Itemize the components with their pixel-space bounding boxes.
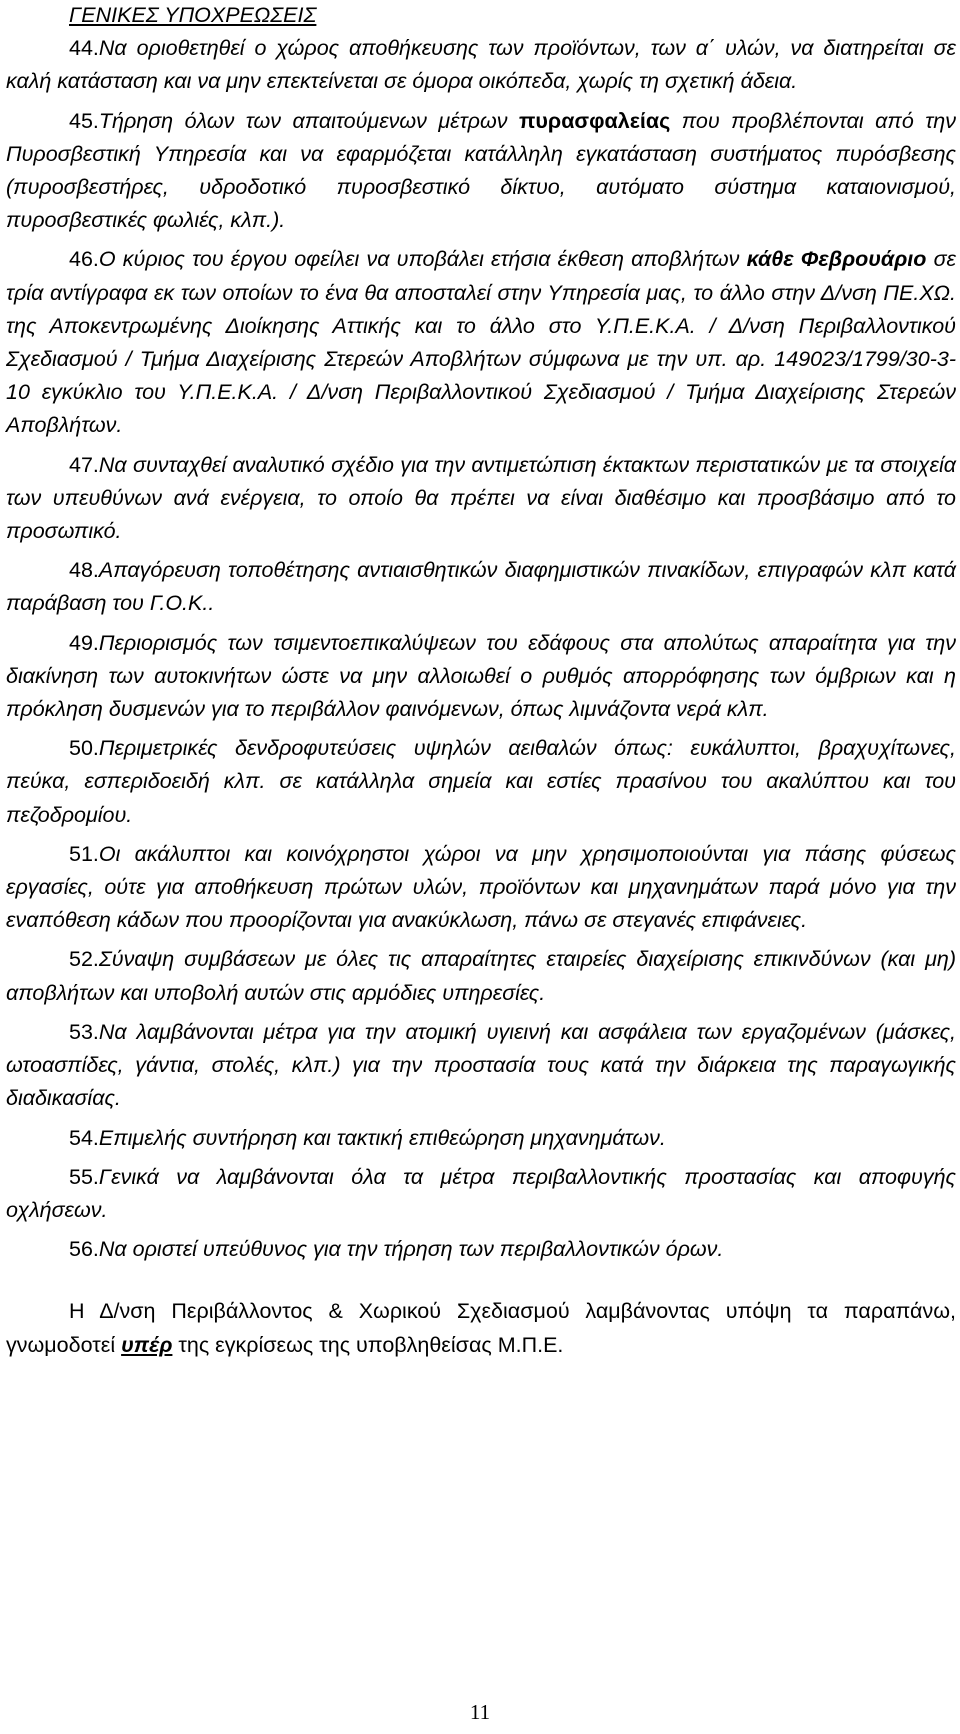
list-item-55	[6, 1161, 956, 1227]
item-number: 50.	[69, 736, 99, 761]
section-heading: ΓΕΝΙΚΕΣ ΥΠΟΧΡΕΩΣΕΙΣ	[69, 3, 317, 27]
item-number: 46.	[69, 247, 99, 272]
item-text-continued: που προβλέπονται από την Πυροσβεστική Υπηρεσία και να εφαρμόζεται κατάλληλη εγκατάσταση συστήματος πυρόσβεσης (πυροσβεστήρες, υδροδοτικό πυροσβεστικό δίκτυο, αυτόματο σύστημα καταιονισμού, πυροσβεστικές φωλιές, κλπ.).	[6, 108, 956, 233]
closing-text-continued: της εγκρίσεως της υποβληθείσας Μ.Π.Ε.	[172, 1332, 564, 1357]
list-item-51	[6, 838, 956, 938]
page-number: 11	[469, 1700, 491, 1724]
list-item-54	[6, 1122, 956, 1155]
item-text: Ο κύριος του έργου οφείλει να υποβάλει ετήσια έκθεση αποβλήτων	[98, 247, 747, 272]
item-number: 52.	[69, 947, 99, 972]
item-text: Γενικά να λαμβάνονται όλα τα μέτρα περιβαλλοντικής προστασίας και αποφυγής οχλήσεων.	[6, 1164, 956, 1222]
list-item-49	[6, 627, 956, 727]
item-text: Απαγόρευση τοποθέτησης αντιαισθητικών διαφημιστικών πινακίδων, επιγραφών κλπ κατά παράβαση του Γ.Ο.Κ..	[6, 558, 956, 616]
closing-text: Η Δ/νση Περιβάλλοντος & Χωρικού Σχεδιασμού λαμβάνοντας υπόψη τα παραπάνω, γνωμοδοτεί	[6, 1299, 956, 1357]
item-number: 47.	[69, 452, 99, 477]
list-item-56	[6, 1233, 956, 1266]
item-text: Οι ακάλυπτοι και κοινόχρηστοι χώροι να μην χρησιμοποιούνται για πάσης φύσεως εργασίες, ούτε για αποθήκευση πρώτων υλών, προϊόντων και μηχανημάτων παρά μόνο για την εναπόθεση κάδων που προορίζονται για ανακύκλωση, πάνω σε στεγανές επιφάνειες.	[6, 841, 956, 933]
item-text: Περιμετρικές δενδροφυτεύσεις υψηλών αειθαλών όπως: ευκάλυπτοι, βραχυχίτωνες, πεύκα, εσπεριδοειδή κλπ. σε κατάλληλα σημεία και εστίες πρασίνου του ακαλύπτου και του πεζοδρομίου.	[6, 736, 956, 827]
closing-emphasis: υπέρ	[121, 1332, 173, 1357]
item-text: Τήρηση όλων των απαιτούμενων μέτρων	[98, 108, 519, 133]
list-item-46	[6, 243, 956, 442]
item-number: 48.	[69, 558, 99, 583]
item-text: Να συνταχθεί αναλυτικό σχέδιο για την αντιμετώπιση έκτακτων περιστατικών με τα στοιχεία των υπευθύνων ανά ενέργεια, το οποίο θα πρέπει να είναι διαθέσιμο και προσβάσιμο από το προσωπικό.	[6, 452, 956, 544]
list-item-44	[6, 32, 956, 98]
list-item-45	[6, 105, 956, 238]
item-number: 56.	[69, 1237, 99, 1262]
item-bold-text: κάθε Φεβρουάριο	[746, 247, 927, 272]
document-body	[6, 0, 956, 1362]
item-text: Να οριστεί υπεύθυνος για την τήρηση των περιβαλλοντικών όρων.	[98, 1237, 724, 1262]
item-bold-text: πυρασφαλείας	[518, 108, 671, 133]
list-item-47	[6, 449, 956, 549]
item-text: Περιορισμός των τσιμεντοεπικαλύψεων του εδάφους στα απολύτως απαραίτητα για την διακίνηση των αυτοκινήτων ώστε να μην αλλοιωθεί ο ρυθμός απορρόφησης των όμβριων και η πρόκληση δυσμενών για το περιβάλλον φαινόμενων, όπως λιμνάζοντα νερά κλπ.	[6, 630, 956, 722]
item-number: 53.	[69, 1019, 99, 1044]
item-number: 54.	[69, 1125, 99, 1150]
item-text: Επιμελής συντήρηση και τακτική επιθεώρηση μηχανημάτων.	[98, 1125, 666, 1150]
item-number: 51.	[69, 841, 99, 866]
list-item-52	[6, 943, 956, 1009]
list-item-48	[6, 554, 956, 620]
item-text: Να οριοθετηθεί ο χώρος αποθήκευσης των προϊόντων, των α΄ υλών, να διατηρείται σε καλή κατάσταση και να μην επεκτείνεται σε όμορα οικόπεδα, χωρίς τη σχετική άδεια.	[6, 36, 956, 94]
item-number: 55.	[69, 1164, 99, 1189]
item-number: 44.	[69, 36, 99, 61]
list-item-50	[6, 732, 956, 832]
closing-statement	[6, 1295, 956, 1361]
item-number: 49.	[69, 630, 99, 655]
list-item-53	[6, 1016, 956, 1116]
item-number: 45.	[69, 108, 99, 133]
item-text: Να λαμβάνονται μέτρα για την ατομική υγιεινή και ασφάλεια των εργαζομένων (μάσκες, ωτοασπίδες, γάντια, στολές, κλπ.) για την προστασία τους κατά την διάρκεια της παραγωγικής διαδικασίας.	[6, 1019, 956, 1111]
item-text: Σύναψη συμβάσεων με όλες τις απαραίτητες εταιρείες διαχείρισης επικινδύνων (και μη) αποβλήτων και υποβολή αυτών στις αρμόδιες υπηρεσίες.	[6, 947, 956, 1005]
item-text-continued: σε τρία αντίγραφα εκ των οποίων το ένα θα αποσταλεί στην Υπηρεσία μας, το άλλο στην Δ/νση ΠΕ.ΧΩ. της Αποκεντρωμένης Διοίκησης Αττικής και το άλλο στο Υ.Π.Ε.Κ.Α. / Δ/νση Περιβαλλοντικού Σχεδιασμού / Τμήμα Διαχείρισης Στερεών Αποβλήτων σύμφωνα με την υπ. αρ. 149023/1799/30-3-10 εγκύκλιο του Υ.Π.Ε.Κ.Α. / Δ/νση Περιβαλλοντικού Σχεδιασμού / Τμήμα Διαχείρισης Στερεών Αποβλήτων.	[6, 247, 956, 438]
